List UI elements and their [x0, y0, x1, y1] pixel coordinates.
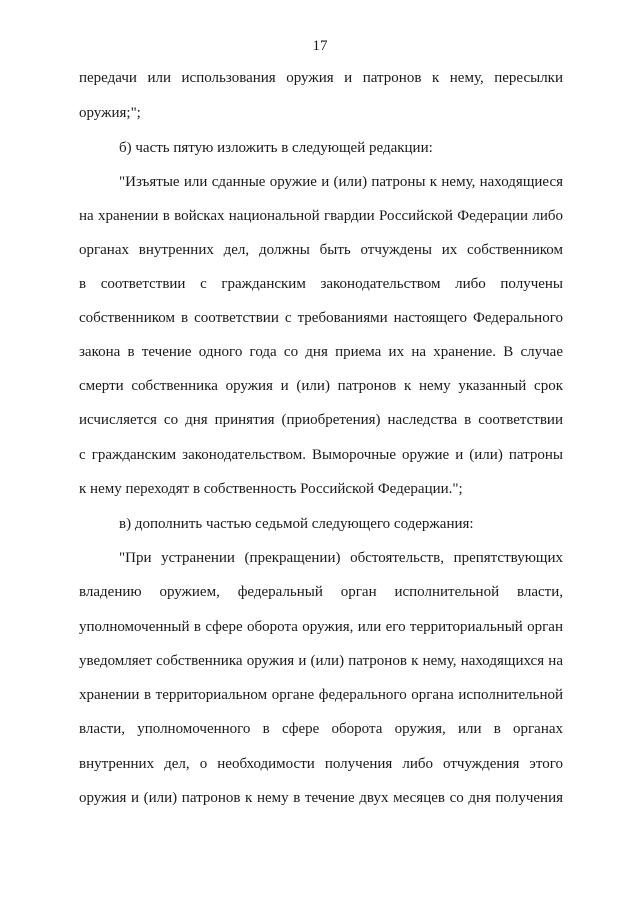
- text-line: власти, уполномоченного в сфере оборота оружия, или в органах: [79, 721, 563, 737]
- text-line: внутренних дел, о необходимости получения либо отчуждения этого: [79, 756, 563, 772]
- text-line: с гражданским законодательством. Выморочные оружие и (или) патроны: [79, 447, 563, 463]
- text-line: передачи или использования оружия и патронов к нему, пересылки: [79, 70, 563, 86]
- text-line: к нему переходят в собственность Российской Федерации.";: [79, 481, 463, 497]
- text-line: смерти собственника оружия и (или) патронов к нему указанный срок: [79, 378, 563, 394]
- text-line: органах внутренних дел, должны быть отчуждены их собственником: [79, 242, 563, 258]
- text-line: б) часть пятую изложить в следующей редакции:: [119, 140, 433, 156]
- text-line: оружия и (или) патронов к нему в течение двух месяцев со дня получения: [79, 790, 563, 806]
- text-line: исчисляется со дня принятия (приобретения) наследства в соответствии: [79, 412, 563, 428]
- text-line: в соответствии с гражданским законодательством либо получены: [79, 276, 563, 292]
- text-line: уведомляет собственника оружия и (или) патронов к нему, находящихся на: [79, 653, 563, 669]
- text-line: в) дополнить частью седьмой следующего содержания:: [119, 516, 474, 532]
- text-line: хранении в территориальном органе федерального органа исполнительной: [79, 687, 563, 703]
- text-line: собственником в соответствии с требованиями настоящего Федерального: [79, 310, 563, 326]
- text-line: уполномоченный в сфере оборота оружия, или его территориальный орган: [79, 619, 563, 635]
- text-line: "При устранении (прекращении) обстоятельств, препятствующих: [119, 550, 563, 566]
- text-line: владению оружием, федеральный орган исполнительной власти,: [79, 584, 563, 600]
- text-line: закона в течение одного года со дня приема их на хранение. В случае: [79, 344, 563, 360]
- page-number: 17: [312, 38, 328, 54]
- text-line: оружия;";: [79, 105, 141, 121]
- text-line: на хранении в войсках национальной гвардии Российской Федерации либо: [79, 208, 563, 224]
- text-line: "Изъятые или сданные оружие и (или) патроны к нему, находящиеся: [119, 174, 563, 190]
